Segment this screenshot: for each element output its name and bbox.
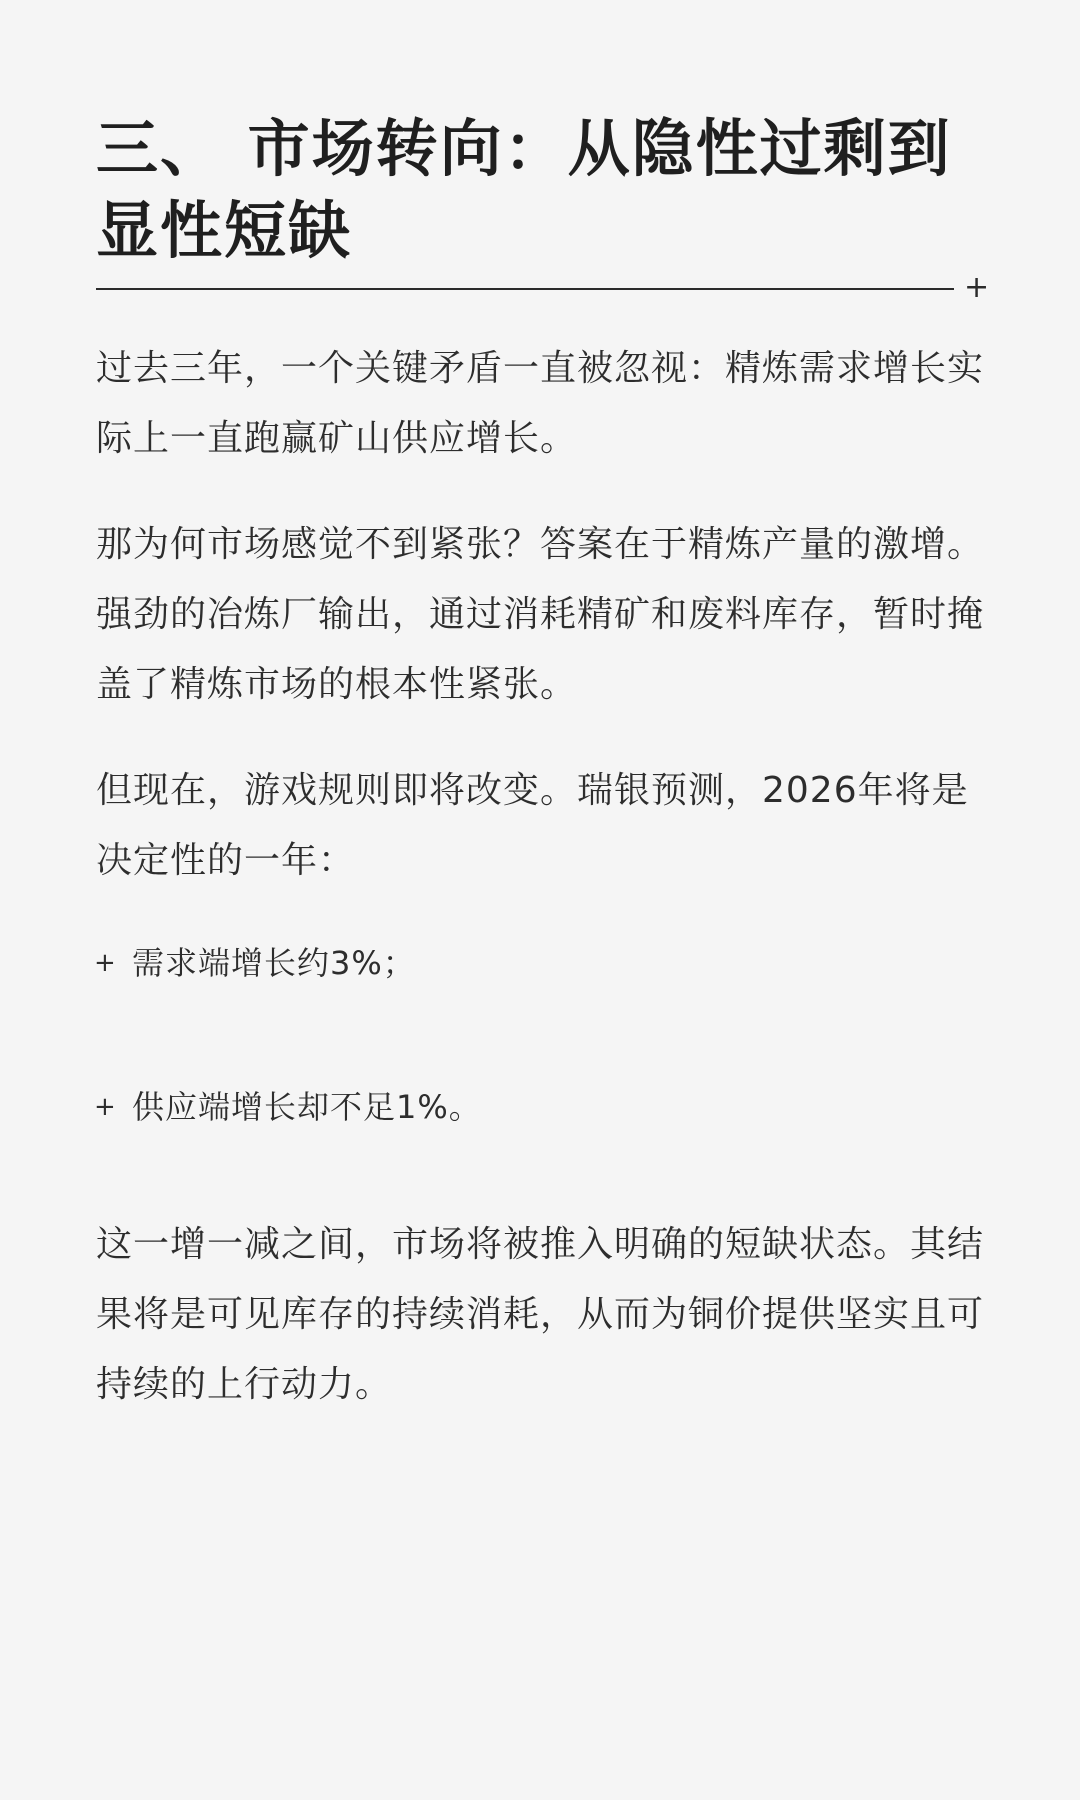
paragraph-conclusion: 这一增一减之间，市场将被推入明确的短缺状态。其结果将是可见库存的持续消耗，从而为铜价提供坚实且可持续的上行动力。 xyxy=(96,1224,985,1405)
bullet-text: 供应端增长却不足1%。 xyxy=(132,1088,482,1126)
section-title: 三、 市场转向：从隐性过剩到显性短缺 xyxy=(96,112,952,267)
plus-icon: + xyxy=(964,270,990,305)
paragraph-explanation: 那为何市场感觉不到紧张？答案在于精炼产量的激增。强劲的冶炼厂输出，通过消耗精矿和废料库存，暂时掩盖了精炼市场的根本性紧张。 xyxy=(96,524,985,705)
plus-icon: + xyxy=(94,948,116,978)
plus-icon: + xyxy=(94,1092,116,1122)
list-item-supply xyxy=(94,1084,974,1130)
list-item-demand xyxy=(94,940,974,986)
paragraph-intro: 过去三年，一个关键矛盾一直被忽视：精炼需求增长实际上一直跑赢矿山供应增长。 xyxy=(96,348,985,459)
bullet-text: 需求端增长约3%； xyxy=(132,944,416,982)
paragraph-forecast: 但现在，游戏规则即将改变。瑞银预测，2026年将是决定性的一年： xyxy=(96,770,969,881)
title-divider xyxy=(96,288,954,290)
